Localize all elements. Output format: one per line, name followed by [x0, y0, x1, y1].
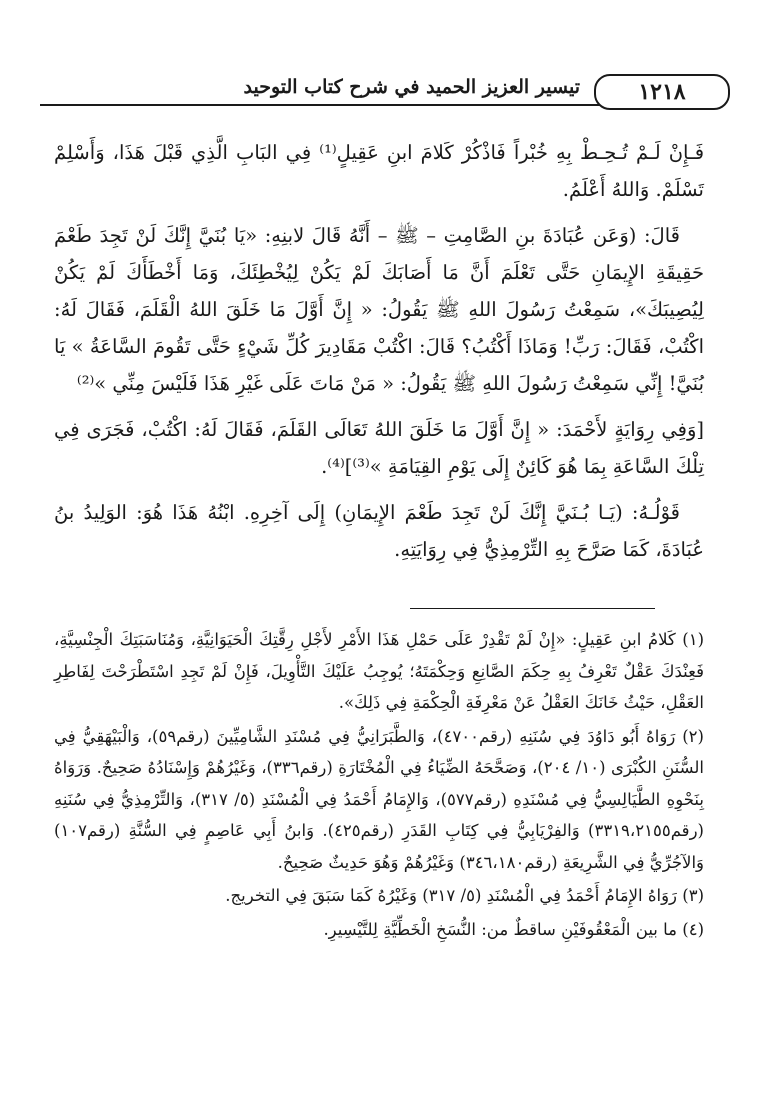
footnote-separator	[410, 608, 655, 609]
footnotes	[54, 624, 704, 947]
running-title: تيسير العزيز الحميد في شرح كتاب التوحيد	[243, 76, 580, 98]
footnote: (٣) رَوَاهُ الإِمَامُ أَحْمَدُ فِي الْمُسْنَدِ (٥/ ٣١٧) وَغَيْرُهُ كَمَا سَبَقَ فِي التخريج.	[225, 886, 704, 905]
paragraph: فَـإِنْ لَـمْ تُـحِـطْ بِهِ خُبْراً فَاذْكُرْ كَلامَ ابنِ عَقِيلٍ⁽¹⁾ فِي البَابِ الَّذِي قَبْلَ هَذَا، وَأَسْلِمْ تَسْلَمْ. وَاللهُ أَعْلَمُ.	[54, 141, 705, 201]
header-rule	[40, 104, 600, 106]
footnote: (٤) ما بين الْمَعْقُوفَيْنِ ساقطٌ من: النُّسَخِ الْخَطِّيَّةِ لِلتَّيْسِيرِ.	[323, 919, 704, 939]
footnote: (١) كَلامُ ابنِ عَقِيلٍ: «إِنْ لَمْ تَقْدِرْ عَلَى حَمْلِ هَذَا الأَمْرِ لأَجْلِ رِقَّتِكَ الْحَيَوَانِيَّةِ، وَمُنَاسَبَتِكَ الْجِنْسِيَّةِ، فَعِنْدَكَ عَقْلٌ تَعْرِفُ بِهِ حِكَمَ الصَّانِعِ وَحِكْمَتَهُ؛ يُوجِبُ عَلَيْكَ التَّأْوِيلَ، فَإِنْ لَمْ تَجِدِ اسْتَطْرَحْتَ لِفَاطِرِ العَقْلِ، حَيْثُ خَانَكَ العَقْلُ عَنْ مَعْرِفَةِ الْحِكْمَةِ فِي ذَلِكَ».	[54, 630, 704, 712]
main-text	[54, 134, 704, 577]
paragraph: قَالَ: (وَعَن عُبَادَةَ بنِ الصَّامِتِ – ﷺ – أَنَّهُ قَالَ لابنِهِ: «يَا بُنَيَّ إِنَّكَ لَنْ تَجِدَ طَعْمَ حَقِيقَةِ الإِيمَانِ حَتَّى تَعْلَمَ أَنَّ مَا أَصَابَكَ لَمْ يَكُنْ لِيُخْطِئَكَ، وَمَا أَخْطَأَكَ لَمْ يَكُنْ لِيُصِيبَكَ»، سَمِعْتُ رَسُولَ اللهِ ﷺ يَقُولُ: « إِنَّ أَوَّلَ مَا خَلَقَ اللهُ الْقَلَمَ، فَقَالَ لَهُ: اكْتُبْ، فَقَالَ: رَبِّ! وَمَاذَا أَكْتُبُ؟ قَالَ: اكْتُبْ مَقَادِيرَ كُلِّ شَيْءٍ حَتَّى تَقُومَ السَّاعَةُ » يَا بُنَيَّ! إِنِّي سَمِعْتُ رَسُولَ اللهِ ﷺ يَقُولُ: « مَنْ مَاتَ عَلَى غَيْرِ هَذَا فَلَيْسَ مِنِّي »⁽²⁾	[54, 224, 704, 395]
paragraph: [وَفِي رِوَايَةٍ لأَحْمَدَ: « إِنَّ أَوَّلَ مَا خَلَقَ اللهُ تَعَالَى القَلَمَ، فَقَالَ لَهُ: اكْتُبْ، فَجَرَى فِي تِلْكَ السَّاعَةِ بِمَا هُوَ كَائِنٌ إِلَى يَوْمِ القِيَامَةِ »⁽³⁾]⁽⁴⁾.	[54, 418, 704, 478]
paragraph: قَوْلُـهُ: (يَـا بُـنَيَّ إِنَّكَ لَنْ تَجِدَ طَعْمَ الإِيمَانِ) إِلَى آخِرِهِ. ابْنُهُ هَذَا هُوَ: الوَلِيدُ بنُ عُبَادَةَ، كَمَا صَرَّحَ بِهِ التِّرْمِذِيُّ فِي رِوَايَتِهِ.	[54, 501, 704, 561]
page-header	[40, 74, 730, 118]
footnote: (٢) رَوَاهُ أَبُو دَاوُدَ فِي سُنَنِهِ (رقم٤٧٠٠)، وَالطَّبَرَانِيُّ فِي مُسْنَدِ الشَّامِيِّينَ (رقم٥٩)، وَالْبَيْهَقِيُّ فِي السُّنَنِ الكُبْرَى (١٠/ ٢٠٤)، وَصَحَّحَهُ الضِّيَاءُ فِي الْمُخْتَارَةِ (رقم٣٣٦)، وَغَيْرُهُمْ وَإِسْنَادُهُ صَحِيحٌ. وَرَوَاهُ بِنَحْوِهِ الطَّيَالِسِيُّ فِي مُسْنَدِهِ (رقم٥٧٧)، وَالإِمَامُ أَحْمَدُ فِي الْمُسْنَدِ (٥/ ٣١٧)، وَالتِّرْمِذِيُّ فِي سُنَنِهِ (رقم٣٣١٩،٢١٥٥) وَالفِرْيَابِيُّ فِي كِتَابِ القَدَرِ (رقم٤٢٥). وَابنُ أَبِي عَاصِمٍ فِي السُّنَّةِ (رقم١٠٧) وَالآجُرِّيُّ فِي الشَّرِيعَةِ (رقم٣٤٦،١٨٠) وَغَيْرُهُمْ وَهُوَ حَدِيثٌ صَحِيحٌ.	[54, 726, 705, 872]
page-number: ١٢١٨	[594, 74, 730, 110]
